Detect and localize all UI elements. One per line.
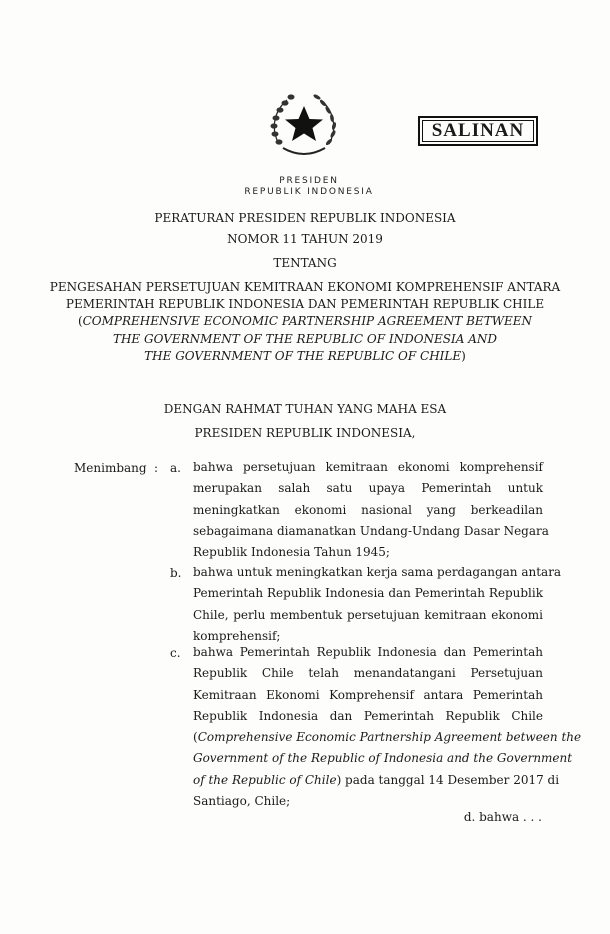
item-c-line-5-italic: Comprehensive Economic Partnership Agreement between the <box>197 730 582 745</box>
item-c-line-7-italic: of the Republic of Chile <box>193 772 337 787</box>
tentang-heading: TENTANG <box>273 256 337 270</box>
subject-line-1: PENGESAHAN PERSETUJUAN KEMITRAAN EKONOMI KOMPREHENSIF ANTARA <box>49 280 561 294</box>
item-a-line: meningkatkan ekonomi nasional yang berkeadilan <box>193 502 543 517</box>
item-c-line-6: Government of the Republic of Indonesia and the Government <box>193 751 573 766</box>
regulation-title: PERATURAN PRESIDEN REPUBLIK INDONESIA <box>154 211 456 225</box>
item-a-text <box>193 457 549 563</box>
item-a-letter: a. <box>170 461 181 475</box>
item-a-line: Republik Indonesia Tahun 1945; <box>193 545 390 560</box>
presidential-emblem-icon <box>265 86 343 164</box>
salinan-stamp-label: SALINAN <box>422 120 534 142</box>
subject-line-2: PEMERINTAH REPUBLIK INDONESIA DAN PEMERINTAH REPUBLIK CHILE <box>65 297 545 311</box>
item-c-text <box>193 642 582 812</box>
item-c-line-1: bahwa Pemerintah Republik Indonesia dan Pemerintah <box>193 645 543 659</box>
item-c-line-5 <box>193 727 582 748</box>
item-a-line: sebagaimana diamanatkan Undang-Undang Dasar Negara <box>193 523 549 538</box>
item-b-text <box>193 562 562 647</box>
subject-line-3 <box>0 314 610 328</box>
subject-line-4: THE GOVERNMENT OF THE REPUBLIC OF INDONESIA AND <box>112 332 498 346</box>
item-a-line: merupakan salah satu upaya Pemerintah untuk <box>193 481 543 496</box>
subject-line-5 <box>0 349 610 363</box>
salinan-stamp <box>418 116 538 146</box>
item-c-line-8: Santiago, Chile; <box>193 794 291 809</box>
menimbang-colon: : <box>154 461 159 475</box>
menimbang-label: Menimbang <box>74 461 147 475</box>
preamble-rahmat: DENGAN RAHMAT TUHAN YANG MAHA ESA <box>163 402 447 416</box>
next-page-indicator: d. bahwa . . . <box>463 810 542 824</box>
header-republik-indonesia: REPUBLIK INDONESIA <box>244 187 374 197</box>
regulation-number: NOMOR 11 TAHUN 2019 <box>227 232 383 246</box>
item-c-line-7 <box>193 770 560 791</box>
subject-line-5-close: ) <box>461 349 466 363</box>
item-b-line: bahwa untuk meningkatkan kerja sama perdagangan antara <box>193 565 562 579</box>
item-b-letter: b. <box>170 566 182 580</box>
item-b-line: komprehensif; <box>193 628 281 643</box>
item-a-line: bahwa persetujuan kemitraan ekonomi komprehensif <box>193 460 543 474</box>
item-b-line: Chile, perlu membentuk persetujuan kemitraan ekonomi <box>193 607 543 622</box>
item-b-line: Pemerintah Republik Indonesia dan Pemerintah Republik <box>193 586 543 601</box>
item-c-line-5-open: ( <box>193 730 198 745</box>
item-c-line-3: Kemitraan Ekonomi Komprehensif antara Pemerintah <box>193 687 543 702</box>
subject-line-3-italic: COMPREHENSIVE ECONOMIC PARTNERSHIP AGREEMENT BETWEEN <box>82 314 533 328</box>
item-c-letter: c. <box>170 646 181 660</box>
item-c-line-7-rest: ) pada tanggal 14 Desember 2017 di <box>336 772 560 787</box>
subject-line-3-open: ( <box>77 314 83 328</box>
item-c-line-2: Republik Chile telah menandatangani Persetujuan <box>193 666 543 681</box>
header-presiden: PRESIDEN <box>279 176 339 186</box>
item-c-line-4: Republik Indonesia dan Pemerintah Republik Chile <box>193 708 543 723</box>
subject-line-5-italic: THE GOVERNMENT OF THE REPUBLIC OF CHILE <box>144 349 462 363</box>
preamble-presiden: PRESIDEN REPUBLIK INDONESIA, <box>194 426 416 440</box>
